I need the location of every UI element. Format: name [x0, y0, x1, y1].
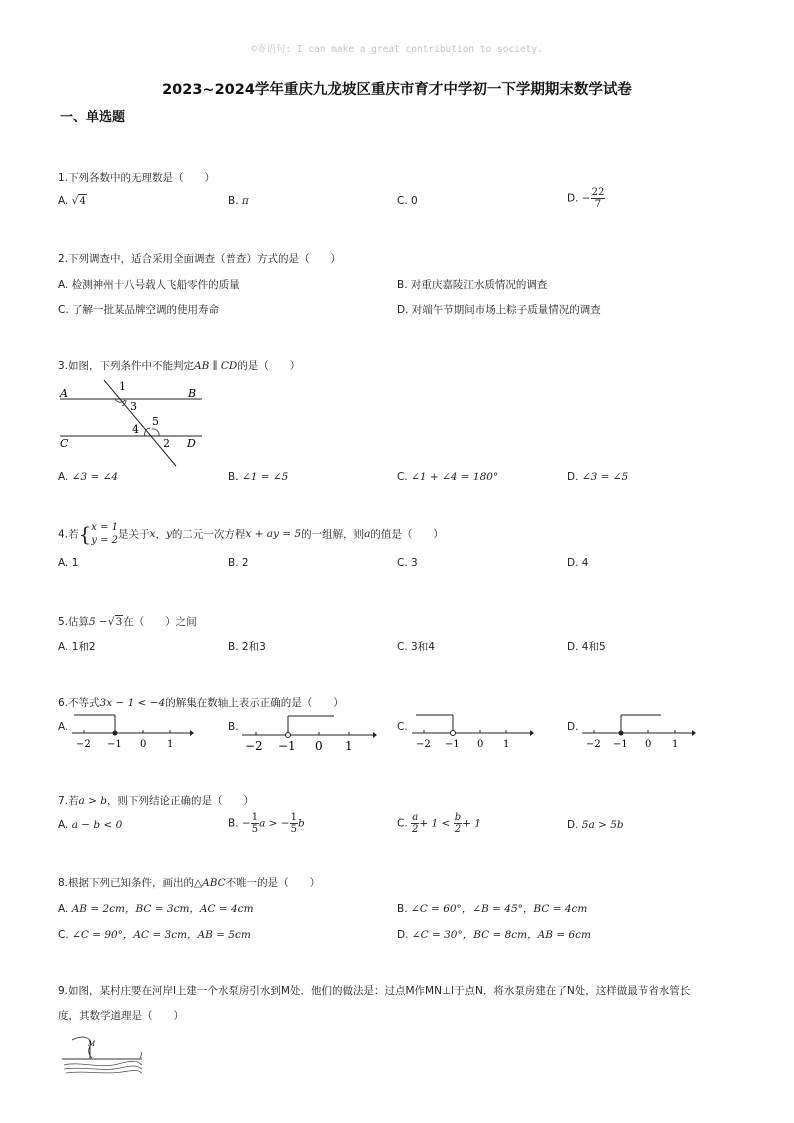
label-1: 1 [119, 380, 126, 393]
system-equation-1: x = 1 [91, 522, 119, 533]
sqrt-expression: √4 [71, 195, 87, 207]
tick-label: 0 [645, 739, 652, 750]
q3-option-c[interactable]: C. ∠1 + ∠4 = 180° [397, 471, 499, 483]
q2-option-a[interactable]: A. 检测神州十八号载人飞船零件的质量 [58, 279, 240, 291]
q6-option-b-label[interactable]: B. [228, 721, 239, 733]
tick-label: −1 [613, 739, 628, 750]
river-pump-figure [60, 1032, 146, 1078]
question-8-stem: 8.根据下列已知条件，画出的△ABC不唯一的是（ ） [58, 877, 321, 889]
q6-option-a-label[interactable]: A. [58, 721, 69, 733]
q3-option-a[interactable]: A. ∠3 = ∠4 [58, 471, 119, 483]
question-1-stem: 1.下列各数中的无理数是（ ） [58, 172, 216, 184]
q5-option-d[interactable]: D. 4和5 [567, 641, 606, 653]
question-5-stem: 5.估算5 −√3在（ ）之间 [58, 616, 197, 628]
q4-option-b[interactable]: B. 2 [228, 557, 249, 569]
label-M: M [88, 1040, 96, 1048]
page-title: 2023~2024学年重庆九龙坡区重庆市育才中学初一下学期期末数学试卷 [162, 82, 632, 98]
tick-label: 1 [167, 739, 174, 750]
number-line-b[interactable] [242, 712, 378, 754]
label-A: A [60, 387, 68, 400]
label-B: B [188, 387, 197, 400]
label-3: 3 [130, 400, 137, 413]
tick-label: −2 [245, 739, 263, 753]
tick-label: −1 [445, 739, 460, 750]
q8-option-d[interactable]: D. ∠C = 30°，BC = 8cm，AB = 6cm [397, 929, 591, 941]
question-3-stem: 3.如图，下列条件中不能判定AB ∥ CD的是（ ） [58, 360, 301, 372]
question-9-line-1: 9.如图，某村庄要在河岸l上建一个水泵房引水到M处．他们的做法是：过点M作MN⊥l于点N．将水泵房建在了N处，这样做最节省水管长 [58, 985, 691, 997]
number-line-d[interactable] [582, 712, 704, 752]
section-heading: 一、单选题 [60, 110, 126, 125]
q2-option-d[interactable]: D. 对端午节期间市场上粽子质量情况的调查 [397, 304, 601, 316]
q8-option-a[interactable]: A. AB = 2cm，BC = 3cm，AC = 4cm [58, 903, 254, 915]
watermark: ©寄语句: I can make a great contribution to society. [251, 44, 543, 55]
number-line-c[interactable] [412, 712, 534, 752]
question-7-stem: 7.若a > b，则下列结论正确的是（ ） [58, 795, 254, 807]
label-2: 2 [163, 437, 170, 450]
q1-option-c[interactable]: C. 0 [397, 195, 418, 207]
tick-label: 1 [503, 739, 510, 750]
q3-option-d[interactable]: D. ∠3 = ∠5 [567, 471, 629, 483]
q4-option-c[interactable]: C. 3 [397, 557, 418, 569]
label-C: C [60, 437, 69, 450]
tick-label: 0 [315, 739, 323, 753]
tick-label: 0 [477, 739, 484, 750]
label-4: 4 [132, 423, 139, 436]
question-6-stem: 6.不等式3x − 1 < −4的解集在数轴上表示正确的是（ ） [58, 697, 344, 709]
parallel-lines-figure [56, 378, 206, 470]
q2-option-b[interactable]: B. 对重庆嘉陵江水质情况的调查 [397, 279, 548, 291]
tick-label: 0 [140, 739, 147, 750]
tick-label: −1 [107, 739, 122, 750]
q1-option-b[interactable]: B. π [228, 195, 249, 207]
tick-label: −1 [278, 739, 296, 753]
q6-option-d-label[interactable]: D. [567, 721, 579, 733]
q4-option-d[interactable]: D. 4 [567, 557, 589, 569]
question-4-stem: 4.若{ x = 1 y = 2 是关于x，y的二元一次方程x + ay = 5的一组解，则a的值是（ ） [58, 522, 444, 546]
q5-option-c[interactable]: C. 3和4 [397, 641, 435, 653]
label-5: 5 [152, 415, 159, 428]
q7-option-d[interactable]: D. 5a > 5b [567, 819, 624, 831]
label-l: l [140, 1052, 143, 1060]
tick-label: −2 [76, 739, 91, 750]
label-D: D [187, 437, 196, 450]
q3-option-b[interactable]: B. ∠1 = ∠5 [228, 471, 289, 483]
q5-option-a[interactable]: A. 1和2 [58, 641, 96, 653]
q5-option-b[interactable]: B. 2和3 [228, 641, 266, 653]
tick-label: 1 [345, 739, 353, 753]
q7-option-b[interactable]: B. − $\frac{1}{5}$ a > − $\frac{1}{5}$ b [228, 812, 305, 835]
q2-option-c[interactable]: C. 了解一批某品牌空调的使用寿命 [58, 304, 220, 316]
tick-label: −2 [586, 739, 601, 750]
system-equation-2: y = 2 [91, 535, 119, 546]
tick-label: −2 [416, 739, 431, 750]
question-2-stem: 2.下列调查中，适合采用全面调查（普查）方式的是（ ） [58, 253, 342, 265]
q1-option-a[interactable]: A. √4 [58, 195, 87, 207]
q6-option-c-label[interactable]: C. [397, 721, 408, 733]
q8-option-c[interactable]: C. ∠C = 90°，AC = 3cm，AB = 5cm [58, 929, 251, 941]
q7-option-a[interactable]: A. a − b < 0 [58, 819, 123, 831]
question-9-line-2: 度，其数学道理是（ ） [58, 1010, 184, 1022]
number-line-a[interactable] [72, 712, 194, 752]
q8-option-b[interactable]: B. ∠C = 60°，∠B = 45°，BC = 4cm [397, 903, 588, 915]
q4-option-a[interactable]: A. 1 [58, 557, 79, 569]
q7-option-c[interactable]: C. $\frac{a}{2}$ + 1 < $\frac{b}{2}$ + 1 [397, 812, 481, 835]
fraction: $\frac{22}{7}$ [591, 187, 605, 210]
tick-label: 1 [672, 739, 679, 750]
q1-option-d[interactable]: D. − $\frac{22}{7}$ [567, 187, 605, 210]
